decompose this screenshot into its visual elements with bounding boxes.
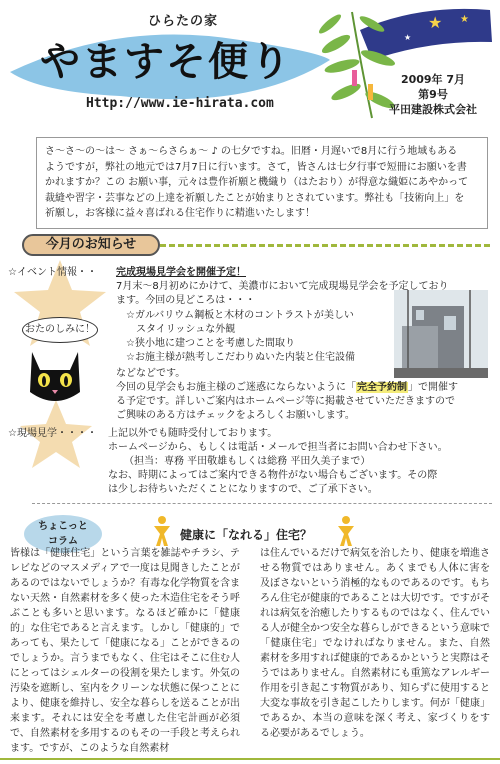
star-icon: ★ [428,13,443,32]
site-line: ホームページから、もしくは電話・メールで担当者にお問い合わせ下さい。 [108,442,448,453]
event-point: ☆お施主様が熱考しこだわりぬいた内装と住宅設備 [126,352,355,363]
event-line: 7月末～8月初めにかけて、美濃市において完成現場見学会を予定しており [116,281,449,292]
issue-date: 2009年 7月 [400,73,466,86]
intro-box [36,137,488,229]
intro-line: さ～さ～の～は～ さぁ～らさらぁ～ ♪ の七夕ですね。旧暦・月遅いで8月に行う地域もある [45,146,458,157]
site-line: 上記以外でも随時受付しております。 [108,428,278,439]
header-subtitle: ひらたの家 [148,14,219,29]
event-text: 今回の見学会もお施主様のご迷惑にならないように「 [116,382,356,393]
intro-line: ようですが，弊社の地元では7月7日に行います。さて，皆さんは七夕行事で短冊にお願いを書 [45,161,467,173]
star-icon: ★ [404,33,412,42]
event-point: ☆狭小地に建つことを考慮した間取り [126,338,295,349]
speech-bubble: おたのしみに！ [22,317,98,343]
intro-line: 祈願し，お客様に益々喜ばれる住宅作りに精進いたします！ [45,208,315,219]
milky-way-icon [360,9,492,60]
left-decoration [10,260,110,480]
person-figure-icon [338,516,354,546]
page-title: やますそ便り [40,39,292,85]
bottom-border [0,758,500,760]
cat-icon [30,352,80,401]
event-label: ☆イベント情報・・ [8,267,97,278]
intro-line: かれますか？この お願い事，元々は豊作祈願と機織り（はたおり）が得意な織姫にあやかって [45,177,469,188]
tanzaku-icon [352,70,357,86]
event-after: などなどです。 [116,368,186,379]
site-line: なお、時期によってはご案内できる物件がない場合もございます。その際 [108,470,438,481]
column-badge-top: ちょこっと [38,521,88,532]
person-figure-icon [154,516,170,546]
section-title: 今月のお知らせ [22,234,160,256]
column-badge-bottom: コラム [48,536,78,547]
house-photo [394,290,488,378]
event-point: ☆ガルバリウム鋼板と木材のコントラストが美しい [126,310,354,321]
site-label: ☆現場見学・・・・ [8,428,97,439]
event-reservation-line [116,381,458,396]
column-text-right: は住んでいるだけで病気を治したり、健康を増進させる物質ではありません。あくまでも人体に害を及ぼさないという消極的なものであるのです。もちろん住宅が健康的であることは大切です。ですがそれは病気を治癒したりするものではなく、住んでいる人が健全かつ安全な暮らしができるという意味で「健康住宅」でなければなりません。また、自然素材を多用すれば健康的であるかというと実際はそうではありません。自然素材にも重篤なアレルギー作用を引き起こす物質があり、知らずに使用すると大変な事故を引き起こしたりします。何が「健康」であるか、本当の意味を深く考え、家づくりをする必要があるでしょう。 [260,548,490,739]
event-line: る予定です。詳しいご案内はホームページ等に掲載させていただきますので [116,396,455,407]
event-line: ご興味のある方はチェックをよろしくお願いします。 [116,410,355,421]
intro-line: 裁縫や習字・芸事などの上達を祈願したことが始まりとされています。弊社も「技術向上」を [45,192,465,204]
star-icon: ★ [460,14,469,25]
issue-info [378,72,488,117]
event-headline: 完成現場見学会を開催予定！ [116,267,246,278]
column-title: 健康に「なれる」住宅？ [180,528,313,542]
reservation-highlight: 完全予約制 [357,382,407,393]
event-line: ます。今回の見どころは・・・ [116,295,256,306]
issue-number: 第9号 [418,88,448,101]
site-line: は少しお待ちいただくことになりますので、ご了承下さい。 [108,484,378,495]
company-name: 平田建設株式会社 [389,103,477,116]
event-point: スタイリッシュな外観 [126,324,236,335]
column-text-left: 皆様は「健康住宅」という言葉を雑誌やチラシ、テレビなどのマスメディアで一度は見聞きしたことがあるのではないでしょうか？有毒な化学物質を含まない天然・自然素材を多く使った木造住宅をそう呼ぶことも多いと思います。なるほど確かに「健康的」な住宅であると言えます。しかし「健康的」であっても、果たして「健康になる」ことができるのでしょうか。言うまでもなく、住宅はそこに住む人にとってはシェルターの役割を果たします。外気の汚染を遮断し、室内をクリーンな状態に保つことにより、健康を維持し、安全な暮らしを送ることが出来ます。それには安全を考慮した住宅計画が必須で、自然素材を多用するのもその一手段と考えられます。ですが、このような自然素材 [10,548,240,754]
event-text: 」で開催す [408,382,458,393]
section-divider [160,244,490,247]
header [0,0,500,132]
tanzaku-icon [368,84,373,100]
website-url[interactable]: Http://www.ie-hirata.com [86,96,274,111]
column-divider [32,503,492,504]
site-line: （担当：専務 平田敬雄もしくは総務 平田久美子まで） [124,456,371,467]
